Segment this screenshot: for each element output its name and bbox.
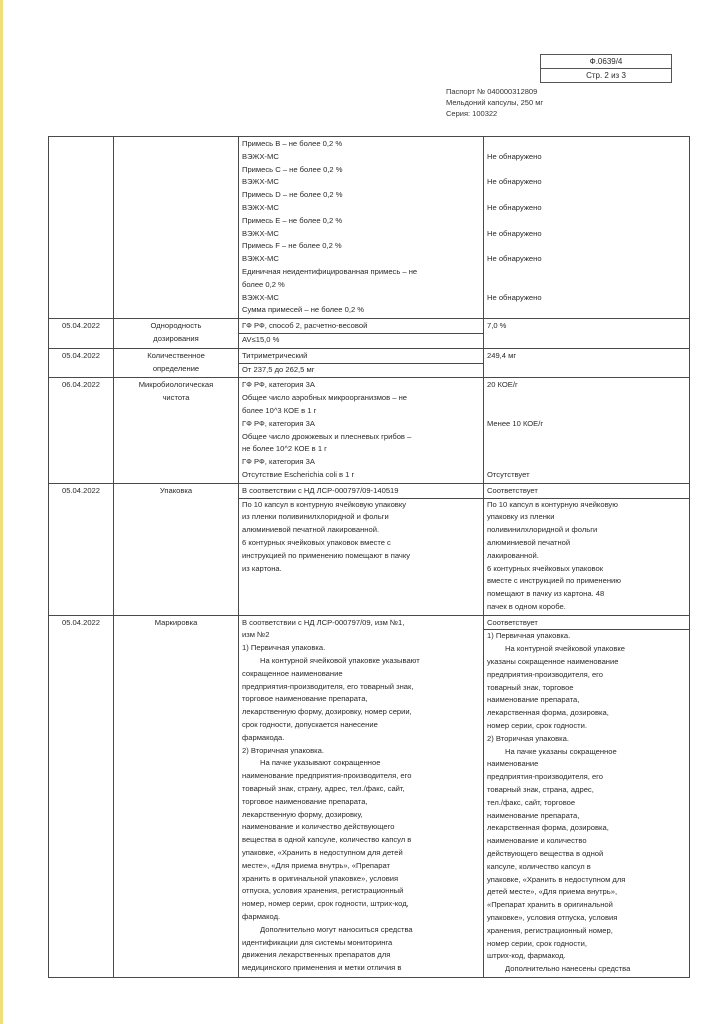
result-cell: Соответствует По 10 капсул в контурную ячейковую упаковку из пленки поливинилхлоридной и фольги алюминиевой печатной лакированной. 6 контурных ячейковых упаковок вместе с инструкцией по применению помещают в пачку из картона. 48 пачек в одном коробе. [484, 483, 690, 615]
requirements-cell: В соответствии с НД ЛСР-000797/09-140519 По 10 капсул в контурную ячейковую упаковку из пленки поливинилхлоридной и фольги алюминиевой печатной лакированной. 6 контурных ячейковых упаковок вместе с инструкцией по применению помещают в пачку из картона. [239, 483, 484, 615]
date-cell: 06.04.2022 [49, 378, 114, 483]
analysis-table [48, 136, 690, 978]
table-row-impurities [49, 137, 690, 319]
requirements-cell: ГФ РФ, способ 2, расчетно-весовой AV≤15,0 % [239, 319, 484, 349]
product-name: Мельдоний капсулы, 250 мг [446, 98, 544, 107]
page-number: Стр. 2 из 3 [541, 68, 671, 82]
impurities-results: Не обнаружено Не обнаружено Не обнаружено Не обнаружено Не обнаружено Не обнаружено [484, 137, 690, 319]
result-cell: 249,4 мг [484, 348, 690, 378]
impurities-requirements: Примесь B – не более 0,2 % ВЭЖХ-МС Примесь C – не более 0,2 % ВЭЖХ-МС Примесь D – не более 0,2 % ВЭЖХ-МС Примесь E – не более 0,2 % ВЭЖХ-МС Примесь F – не более 0,2 % ВЭЖХ-МС Единичная неидентифицированная примесь – не более 0,2 % ВЭЖХ-МС Сумма примесей – не более 0,2 % [239, 137, 484, 319]
test-name: Упаковка [114, 483, 239, 615]
test-name: Количественное определение [114, 348, 239, 378]
date-cell: 05.04.2022 [49, 615, 114, 977]
test-name: Микробиологическая чистота [114, 378, 239, 483]
form-number-box [540, 54, 672, 83]
result-cell: 20 КОЕ/г Менее 10 КОЕ/г Отсутствует [484, 378, 690, 483]
passport-number: Паспорт № 040000312809 [446, 87, 538, 96]
requirements-cell: ГФ РФ, категория 3А Общее число аэробных микроорганизмов – не более 10^3 КОЕ в 1 г ГФ РФ, категория 3А Общее число дрожжевых и плесневых грибов – не более 10^2 КОЕ в 1 г ГФ РФ, категория 3А Отсутствие Escherichia coli в 1 г [239, 378, 484, 483]
test-name: Маркировка [114, 615, 239, 977]
table-row-packaging [49, 483, 690, 615]
series-number: Серия: 100322 [446, 109, 498, 118]
form-number: Ф.0639/4 [589, 57, 623, 66]
passport-block [446, 86, 543, 119]
scan-edge [0, 0, 3, 1024]
date-cell: 05.04.2022 [49, 348, 114, 378]
table-row-uniformity [49, 319, 690, 349]
result-cell: 7,0 % [484, 319, 690, 349]
requirements-cell: В соответствии с НД ЛСР-000797/09, изм №1, изм №2 1) Первичная упаковка. На контурной ячейковой упаковке указывают сокращенное наименование предприятия-производителя, его товарный знак, торговое наименование препарата, лекарственную форму, дозировку, номер серии, срок годности, допускается нанесение фармакода. 2) Вторичная упаковка. На пачке указывают сокращенное наименование предприятия-производителя, его товарный знак, страну, адрес, тел./факс, сайт, торговое наименование препарата, лекарственную форму, дозировку, наименование и количество действующего вещества в одной капсуле, количество капсул в упаковке, «Хранить в недоступном для детей месте», «Для приема внутрь», «Препарат хранить в оригинальной упаковке», условия отпуска, условия хранения, регистрационный номер, номер серии, срок годности, штрих-код, фармакод. Дополнительно могут наноситься средства идентификации для системы мониторинга движения лекарственных препаратов для медицинского применения и метки отличия в [239, 615, 484, 977]
test-name: Однородность дозирования [114, 319, 239, 349]
result-cell: Соответствует 1) Первичная упаковка. На контурной ячейковой упаковке указаны сокращенное наименование предприятия-производителя, его товарный знак, торговое наименование препарата, лекарственная форма, дозировка, номер серии, срок годности. 2) Вторичная упаковка. На пачке указаны сокращенное наименование предприятия-производителя, его товарный знак, страна, адрес, тел./факс, сайт, торговое наименование препарата, лекарственная форма, дозировка, наименование и количество действующего вещества в одной капсуле, количество капсул в упаковке, «Хранить в недоступном для детей месте», «Для приема внутрь», «Препарат хранить в оригинальной упаковке», условия отпуска, условия хранения, регистрационный номер, номер серии, срок годности, штрих-код, фармакод. Дополнительно нанесены средства [484, 615, 690, 977]
date-cell: 05.04.2022 [49, 319, 114, 349]
date-cell: 05.04.2022 [49, 483, 114, 615]
table-row-marking [49, 615, 690, 977]
table-row-assay [49, 348, 690, 378]
requirements-cell: Титриметрический От 237,5 до 262,5 мг [239, 348, 484, 378]
table-row-micro [49, 378, 690, 483]
